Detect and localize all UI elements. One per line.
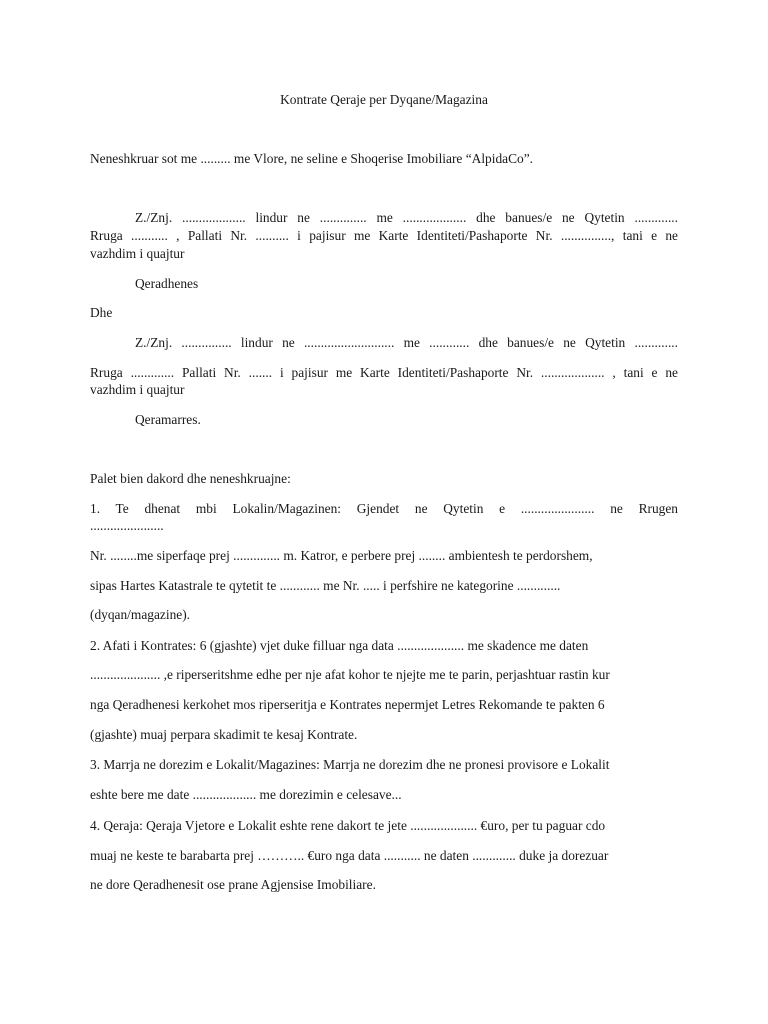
party2-line1: Z./Znj. ............... lindur ne ........................... me ............ dhe banues/e ne Qytetin .............	[135, 335, 678, 350]
party1-line3: vazhdim i quajtur	[90, 246, 185, 261]
clause1-line2: ......................	[90, 518, 164, 533]
and-word: Dhe	[90, 305, 113, 320]
party1-line2: Rruga ........... , Pallati Nr. .......... i pajisur me Karte Identiteti/Pashaporte Nr. ..............., tani e ne	[90, 228, 678, 243]
clause1-line5: (dyqan/magazine).	[90, 607, 191, 622]
clause3-line2: eshte bere me date ................... me dorezimin e celesave...	[90, 787, 402, 802]
clause2-line2: ..................... ,e riperseritshme edhe per nje afat kohor te njejte me te parin, perjashtuar rastin kur	[90, 667, 610, 682]
clause2-line1: 2. Afati i Kontrates: 6 (gjashte) vjet duke filluar nga data .................... me skadence me daten	[90, 638, 589, 653]
party2-line2: Rruga ............. Pallati Nr. ....... i pajisur me Karte Identiteti/Pashaporte Nr. ................... , tani e ne	[90, 365, 678, 380]
clause2-line4: (gjashte) muaj perpara skadimit te kesaj Kontrate.	[90, 727, 358, 742]
party2-role: Qeramarres.	[135, 412, 201, 427]
intro-line: Neneshkruar sot me ......... me Vlore, ne seline e Shoqerise Imobiliare “AlpidaCo”.	[90, 151, 534, 166]
document-title: Kontrate Qeraje per Dyqane/Magazina	[280, 92, 488, 107]
clause1-line4: sipas Hartes Katastrale te qytetit te ............ me Nr. ..... i perfshire ne kategorine .............	[90, 578, 561, 593]
agree-line: Palet bien dakord dhe neneshkruajne:	[90, 471, 291, 486]
clause4-line2: muaj ne keste te barabarta prej ……….. €uro nga data ........... ne daten ............. duke ja dorezuar	[90, 848, 609, 863]
clause3-line1: 3. Marrja ne dorezim e Lokalit/Magazines: Marrja ne dorezim dhe ne pronesi provisore e Lokalit	[90, 757, 610, 772]
clause1-line3: Nr. ........me siperfaqe prej .............. m. Katror, e perbere prej ........ ambientesh te perdorshem,	[90, 548, 593, 563]
clause4-line3: ne dore Qeradhenesit ose prane Agjensise Imobiliare.	[90, 877, 376, 892]
party2-line3: vazhdim i quajtur	[90, 382, 185, 397]
party1-line1: Z./Znj. ................... lindur ne .............. me ................... dhe banues/e ne Qytetin .............	[135, 210, 678, 225]
clause4-line1: 4. Qeraja: Qeraja Vjetore e Lokalit eshte rene dakort te jete .................... €uro, per tu paguar cdo	[90, 818, 606, 833]
clause2-line3: nga Qeradhenesi kerkohet mos riperseritja e Kontrates nepermjet Letres Rekomande te pakten 6	[90, 697, 605, 712]
party1-role: Qeradhenes	[135, 276, 199, 291]
clause1-line1: 1. Te dhenat mbi Lokalin/Magazinen: Gjendet ne Qytetin e ...................... ne Rrugen	[90, 501, 678, 516]
